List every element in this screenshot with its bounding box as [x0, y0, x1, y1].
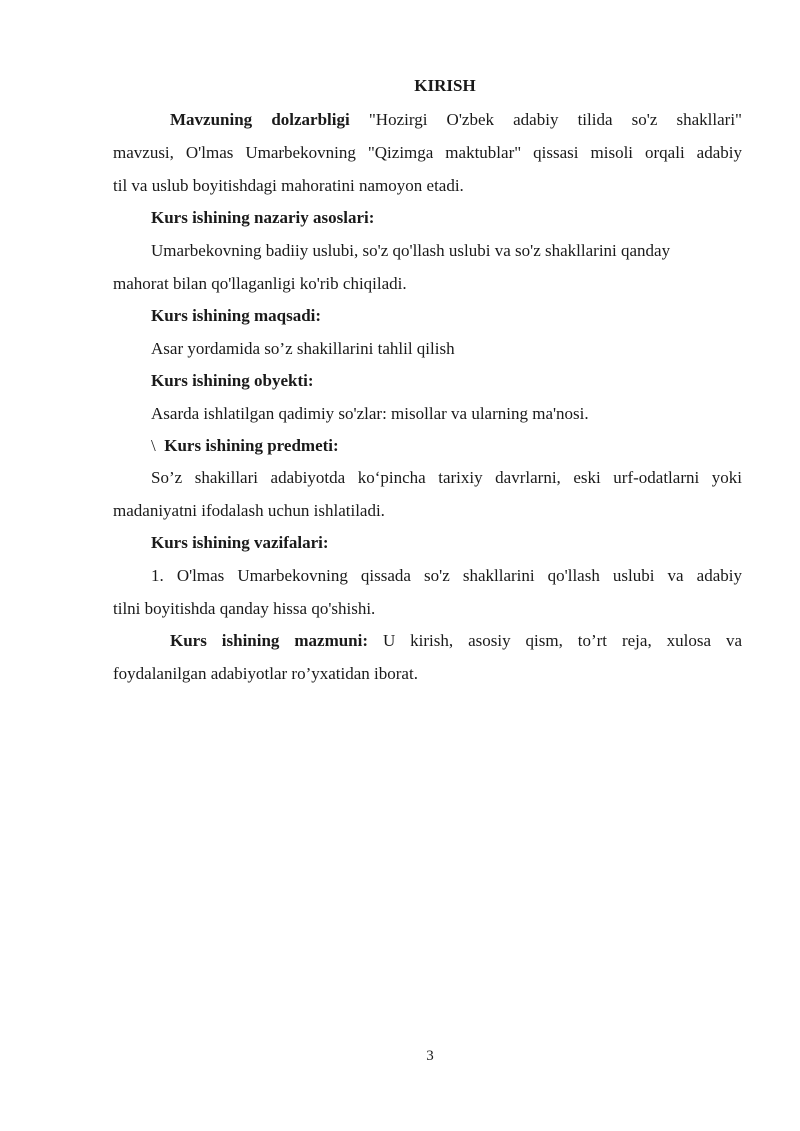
nazariy-line-2: mahorat bilan qo'llaganligi ko'rib chiqiladi.: [113, 274, 407, 293]
intro-line-2: mavzusi, O'lmas Umarbekovning "Qizimga maktublar" qissasi misoli orqali adabiy: [113, 143, 742, 162]
obyekt-line-1: Asarda ishlatilgan qadimiy so'zlar: misollar va ularning ma'nosi.: [151, 404, 589, 423]
mazmun-line-1: [170, 629, 742, 653]
intro-line-1: [170, 108, 742, 132]
page-title: KIRISH: [414, 76, 476, 95]
section-heading-nazariy: Kurs ishining nazariy asoslari:: [151, 208, 375, 227]
section-heading-mazmun: Kurs ishining mazmuni:: [170, 631, 369, 650]
predmet-prefix: \: [151, 436, 156, 455]
vazifalar-line-1: 1. O'lmas Umarbekovning qissada so'z shakllarini qo'llash uslubi va adabiy: [151, 566, 742, 585]
section-heading-vazifalar: Kurs ishining vazifalari:: [151, 533, 329, 552]
page-number: 3: [426, 1048, 434, 1064]
mazmun-line-2: foydalanilgan adabiyotlar ro’yxatidan iborat.: [113, 664, 418, 683]
intro-lead: Mavzuning dolzarbligi: [170, 110, 350, 129]
maqsad-line-1: Asar yordamida so’z shakillarini tahlil qilish: [151, 339, 455, 358]
section-heading-obyekt: Kurs ishining obyekti:: [151, 371, 314, 390]
predmet-line-1: So’z shakillari adabiyotda ko‘pincha tarixiy davrlarni, eski urf-odatlarni yoki: [151, 468, 742, 487]
intro-line-1-text: "Hozirgi O'zbek adabiy tilida so'z shakllari": [349, 110, 742, 129]
predmet-line-2: madaniyatni ifodalash uchun ishlatiladi.: [113, 501, 385, 520]
section-heading-predmet: Kurs ishining predmeti:: [164, 436, 339, 455]
nazariy-line-1: Umarbekovning badiiy uslubi, so'z qo'llash uslubi va so'z shakllarini qanday: [151, 241, 671, 260]
mazmun-line-1-text: U kirish, asosiy qism, to’rt reja, xulosa va: [368, 631, 742, 650]
section-heading-predmet-row: [151, 434, 742, 458]
intro-line-3: til va uslub boyitishdagi mahoratini namoyon etadi.: [113, 176, 464, 195]
vazifalar-line-2: tilni boyitishda qanday hissa qo'shishi.: [113, 599, 376, 618]
section-heading-maqsad: Kurs ishining maqsadi:: [151, 306, 322, 325]
